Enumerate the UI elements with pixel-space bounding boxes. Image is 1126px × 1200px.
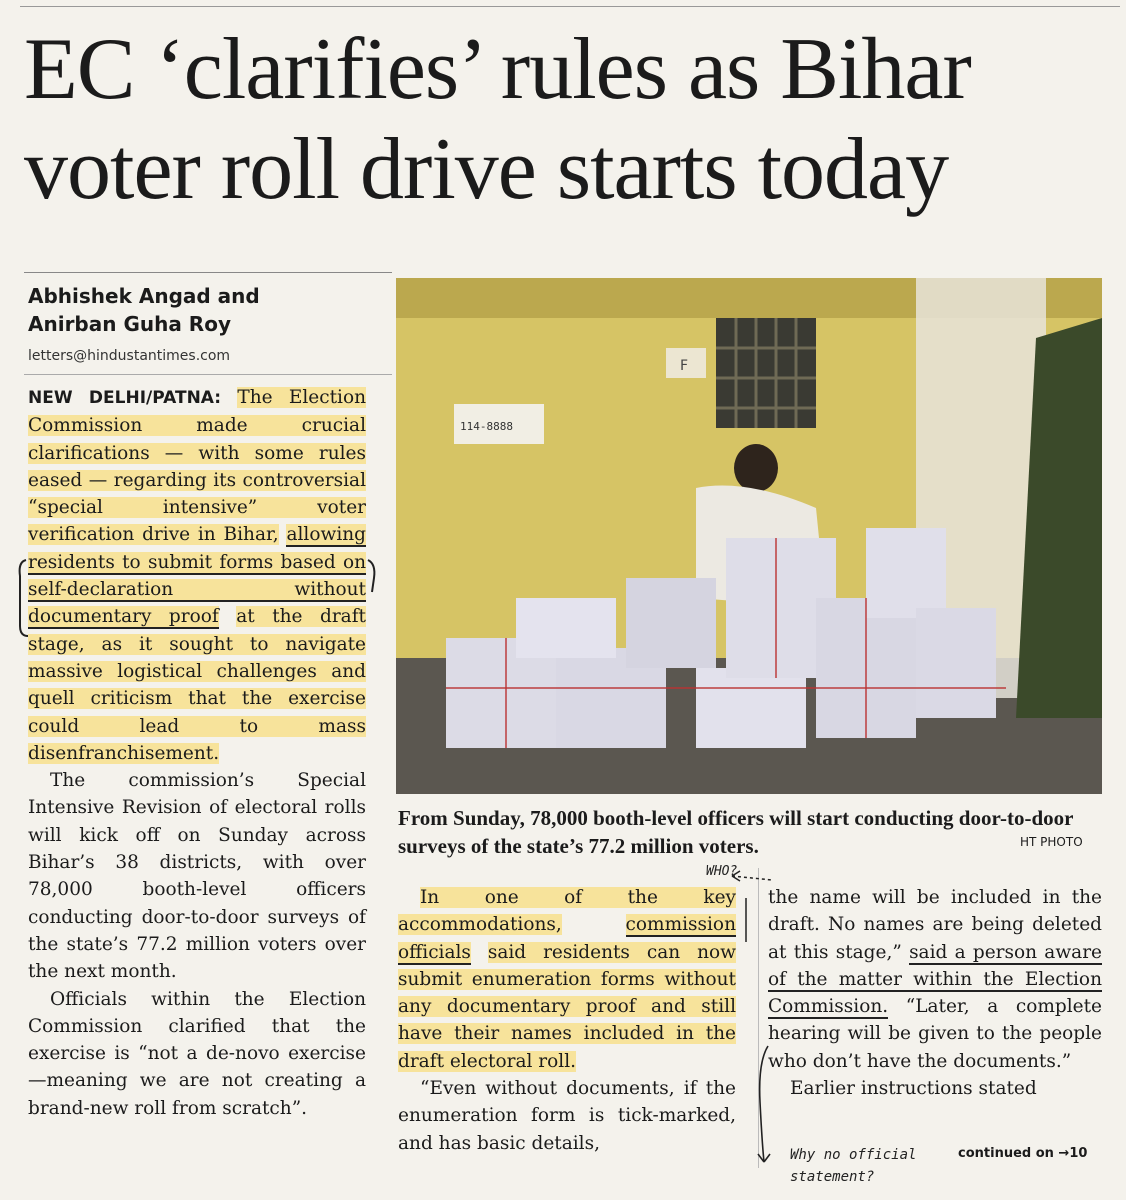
photo-credit: HT PHOTO bbox=[1020, 835, 1083, 849]
photo-caption: From Sunday, 78,000 booth-level officers will start conducting door-to-door surveys of the state’s 77.2 million voters. bbox=[398, 806, 1074, 858]
underlined-highlighted-text: commission officials bbox=[398, 914, 736, 963]
headline-line-2: voter roll drive starts today bbox=[24, 121, 949, 218]
headline bbox=[24, 20, 1114, 220]
byline-author-2: Anirban Guha Roy bbox=[28, 312, 231, 336]
headline-line-1: EC ‘clarifies’ rules as Bihar bbox=[24, 21, 971, 118]
pen-bracket-annotation bbox=[12, 556, 380, 640]
continued-note[interactable]: continued on →10 bbox=[958, 1146, 1088, 1161]
highlighted-text: In one of the key accommodations, bbox=[398, 887, 736, 936]
person-head bbox=[734, 444, 778, 492]
top-rule bbox=[20, 6, 1120, 7]
col2-paragraph-1 bbox=[398, 884, 736, 1075]
window-grille bbox=[716, 318, 816, 428]
annotation-arrow bbox=[722, 868, 782, 948]
highlighted-text: said residents can now submit enumeration forms without any documentary proof and still have their names included in the draft electoral roll. bbox=[398, 941, 736, 1072]
right-bracket bbox=[368, 560, 374, 592]
column-2 bbox=[398, 884, 736, 1157]
byline-email[interactable]: letters@hindustantimes.com bbox=[28, 348, 231, 364]
underlined-highlighted-text: allowing residents to submit forms based on self-declaration without documentary proof bbox=[28, 524, 366, 628]
col2-paragraph-2: “Even without documents, if the enumeration form is tick-marked, and has basic details, bbox=[398, 1078, 736, 1154]
photo-illustration bbox=[396, 278, 1102, 794]
col3-text: the name will be included in the draft. No names are being deleted at this stage,” bbox=[768, 887, 1102, 963]
article-photo bbox=[396, 278, 1102, 794]
column-1 bbox=[28, 384, 366, 1122]
col3-paragraph-1 bbox=[768, 884, 1102, 1075]
col1-paragraph-3: Officials within the Election Commission clarified that the exercise is “not a de-novo exercise—meaning we are not creating a brand-new roll from scratch”. bbox=[28, 988, 366, 1119]
wall-sign-text: F bbox=[680, 358, 689, 374]
col3-paragraph-2: Earlier instructions stated bbox=[790, 1078, 1037, 1100]
highlighted-text: at the draft stage, as it sought to navigate massive logistical challenges and quell criticism that the exercise could lead to mass disenfranchisement. bbox=[28, 606, 366, 764]
dateline: NEW DELHI/PATNA: bbox=[28, 388, 222, 408]
byline-rule bbox=[24, 272, 392, 273]
wall-label-text: 114-8888 bbox=[460, 420, 513, 433]
highlighted-text: The Election Commission made crucial clarifications — with some rules eased — regarding its controversial “special intensive” voter verification drive in Bihar, bbox=[28, 387, 366, 546]
underlined-text: said a person aware of the matter within the Election Commission. bbox=[768, 941, 1102, 1018]
margin-bracket-arrow bbox=[752, 1042, 776, 1172]
col1-paragraph-2: The commission’s Special Intensive Revision of electoral rolls will kick off on Sunday across Bihar’s 38 districts, with over 78,000 booth-level officers conducting door-to-door surveys of the state’s 77.2 million voters over the next month. bbox=[28, 770, 366, 983]
left-bracket bbox=[20, 560, 28, 636]
col3-text: “Later, a complete hearing will be given to the people who don’t have the documents.” bbox=[768, 996, 1102, 1072]
byline-author-1: Abhishek Angad and bbox=[28, 284, 260, 308]
byline bbox=[28, 282, 388, 338]
handwritten-question: Why no official statement? bbox=[790, 1147, 917, 1185]
column-3 bbox=[768, 884, 1102, 1102]
email-rule bbox=[24, 374, 392, 375]
handwritten-who: WHO? bbox=[706, 864, 738, 879]
